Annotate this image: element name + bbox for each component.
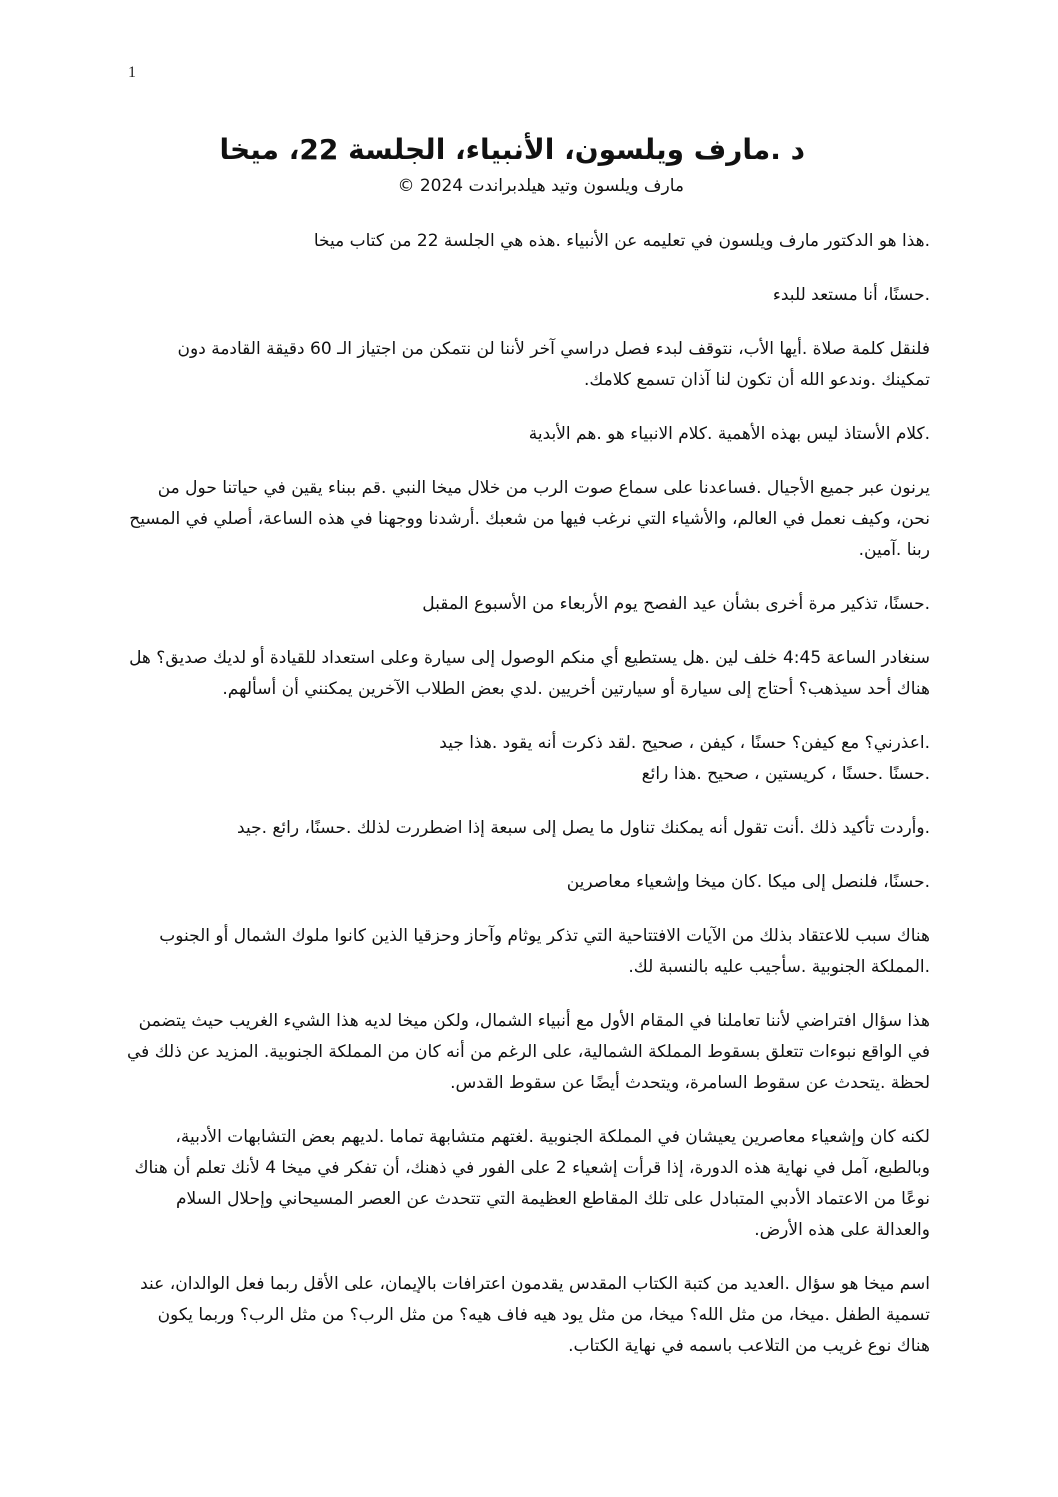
- paragraph-cars-needed: سنغادر الساعة 4:45 خلف لين .هل يستطيع أي منكم الوصول إلى سيارة وعلى استعداد للقيادة أو لديك صديق؟ هل هناك أحد سيذهب؟ أحتاج إلى سيارة أو سيارتين أخريين .لدي بعض الطلاب الآخرين يمكنني أن أسألهم.: [129, 648, 930, 699]
- paragraph-name-micah: اسم ميخا هو سؤال .العديد من كتبة الكتاب المقدس يقدمون اعترافات بالإيمان، على الأقل ربما فعل الوالدان، عند تسمية الطفل .ميخا، من مثل الله؟ ميخا، من مثل يود هيه فاف هيه؟ من مثل الرب؟ من مثل الرب؟ وربما يكون هناك نوع غريب من التلاعب باسمه في نهاية الكتاب.: [140, 1274, 930, 1356]
- transcript-body: [125, 226, 930, 1385]
- paragraph-northern-prophets: هذا سؤال افتراضي لأننا تعاملنا في المقام الأول مع أنبياء الشمال، ولكن ميخا لديه هذا الشيء الغريب حيث يتضمن في الواقع نبوءات تتعلق بسقوط المملكة الشمالية، على الرغم من أنه كان من المملكة الجنوبية. المزيد عن ذلك في لحظة .يتحدث عن سقوط السامرة، ويتحدث أيضًا عن سقوط القدس.: [127, 1011, 930, 1093]
- paragraph-literary-dependence: لكنه كان وإشعياء معاصرين يعيشان في المملكة الجنوبية .لغتهم متشابهة تماما .لديهم بعض التشابهات الأدبية، وبالطبع، آمل في نهاية هذه الدورة، إذا قرأت إشعياء 2 على الفور في ذهنك، أن تفكر في ميخا 4 لأنك تعلم أن هناك نوعًا من الاعتماد الأدبي المتبادل على تلك المقاطع العظيمة التي تتحدث عن العصر المسيحاني وإحلال السلام والعدالة على هذه الأرض.: [134, 1127, 930, 1240]
- paragraph-ready: .حسنًا، أنا مستعد للبدء: [772, 285, 930, 305]
- paragraph-words-of-prophets: .كلام الأستاذ ليس بهذه الأهمية .كلام الانبياء هو .هم الأبدية: [528, 424, 930, 444]
- paragraph-prayer-start: فلنقل كلمة صلاة .أيها الأب، نتوقف لبدء فصل دراسي آخر لأننا لن نتمكن من اجتياز الـ 60 دقيقة القادمة دون تمكينك .وندعو الله أن تكون لنا آذان تسمع كلامك.: [177, 339, 930, 390]
- document-title: د .مارف ويلسون، الأنبياء، الجلسة 22، ميخا: [219, 133, 805, 166]
- paragraph-passover-reminder: .حسنًا، تذكير مرة أخرى بشأن عيد الفصح يوم الأربعاء من الأسبوع المقبل: [422, 594, 930, 614]
- paragraph-opening-verses: هناك سبب للاعتقاد بذلك من الآيات الافتتاحية التي تذكر يوثام وآحاز وحزقيا الذين كانوا ملوك الشمال أو الجنوب .المملكة الجنوبية .سأجيب عليه بالنسبة لك.: [159, 926, 930, 977]
- paragraph-confirm-seven: .وأردت تأكيد ذلك .أنت تقول أنه يمكنك تناول ما يصل إلى سبعة إذا اضطررت لذلك .حسنًا، رائع .جيد: [237, 818, 930, 838]
- paragraph-intro: .هذا هو الدكتور مارف ويلسون في تعليمه عن الأنبياء .هذه هي الجلسة 22 من كتاب ميخا: [313, 231, 930, 251]
- paragraph-christine: .حسنًا .حسنًا ، كريستين ، صحيح .هذا رائع: [641, 764, 930, 784]
- paragraph-prayer-end: يرنون عبر جميع الأجيال .فساعدنا على سماع صوت الرب من خلال ميخا النبي .قم ببناء يقين في حياتنا حول من نحن، وكيف نعمل في العالم، والأشياء التي نرغب فيها من شعبك .أرشدنا ووجهنا في هذه الساعة، أصلي في المسيح ربنا .آمين.: [129, 478, 930, 560]
- paragraph-micah-isaiah-contemporaries: .حسنًا، فلنصل إلى ميكا .كان ميخا وإشعياء معاصرين: [566, 872, 930, 892]
- page-number: 1: [128, 64, 136, 81]
- paragraph-kevin: .اعذرني؟ مع كيفن؟ حسنًا ، كيفن ، صحيح .لقد ذكرت أنه يقود .هذا جيد: [439, 733, 930, 753]
- copyright-line: مارف ويلسون وتيد هيلدبراندت 2024 ©: [397, 176, 684, 196]
